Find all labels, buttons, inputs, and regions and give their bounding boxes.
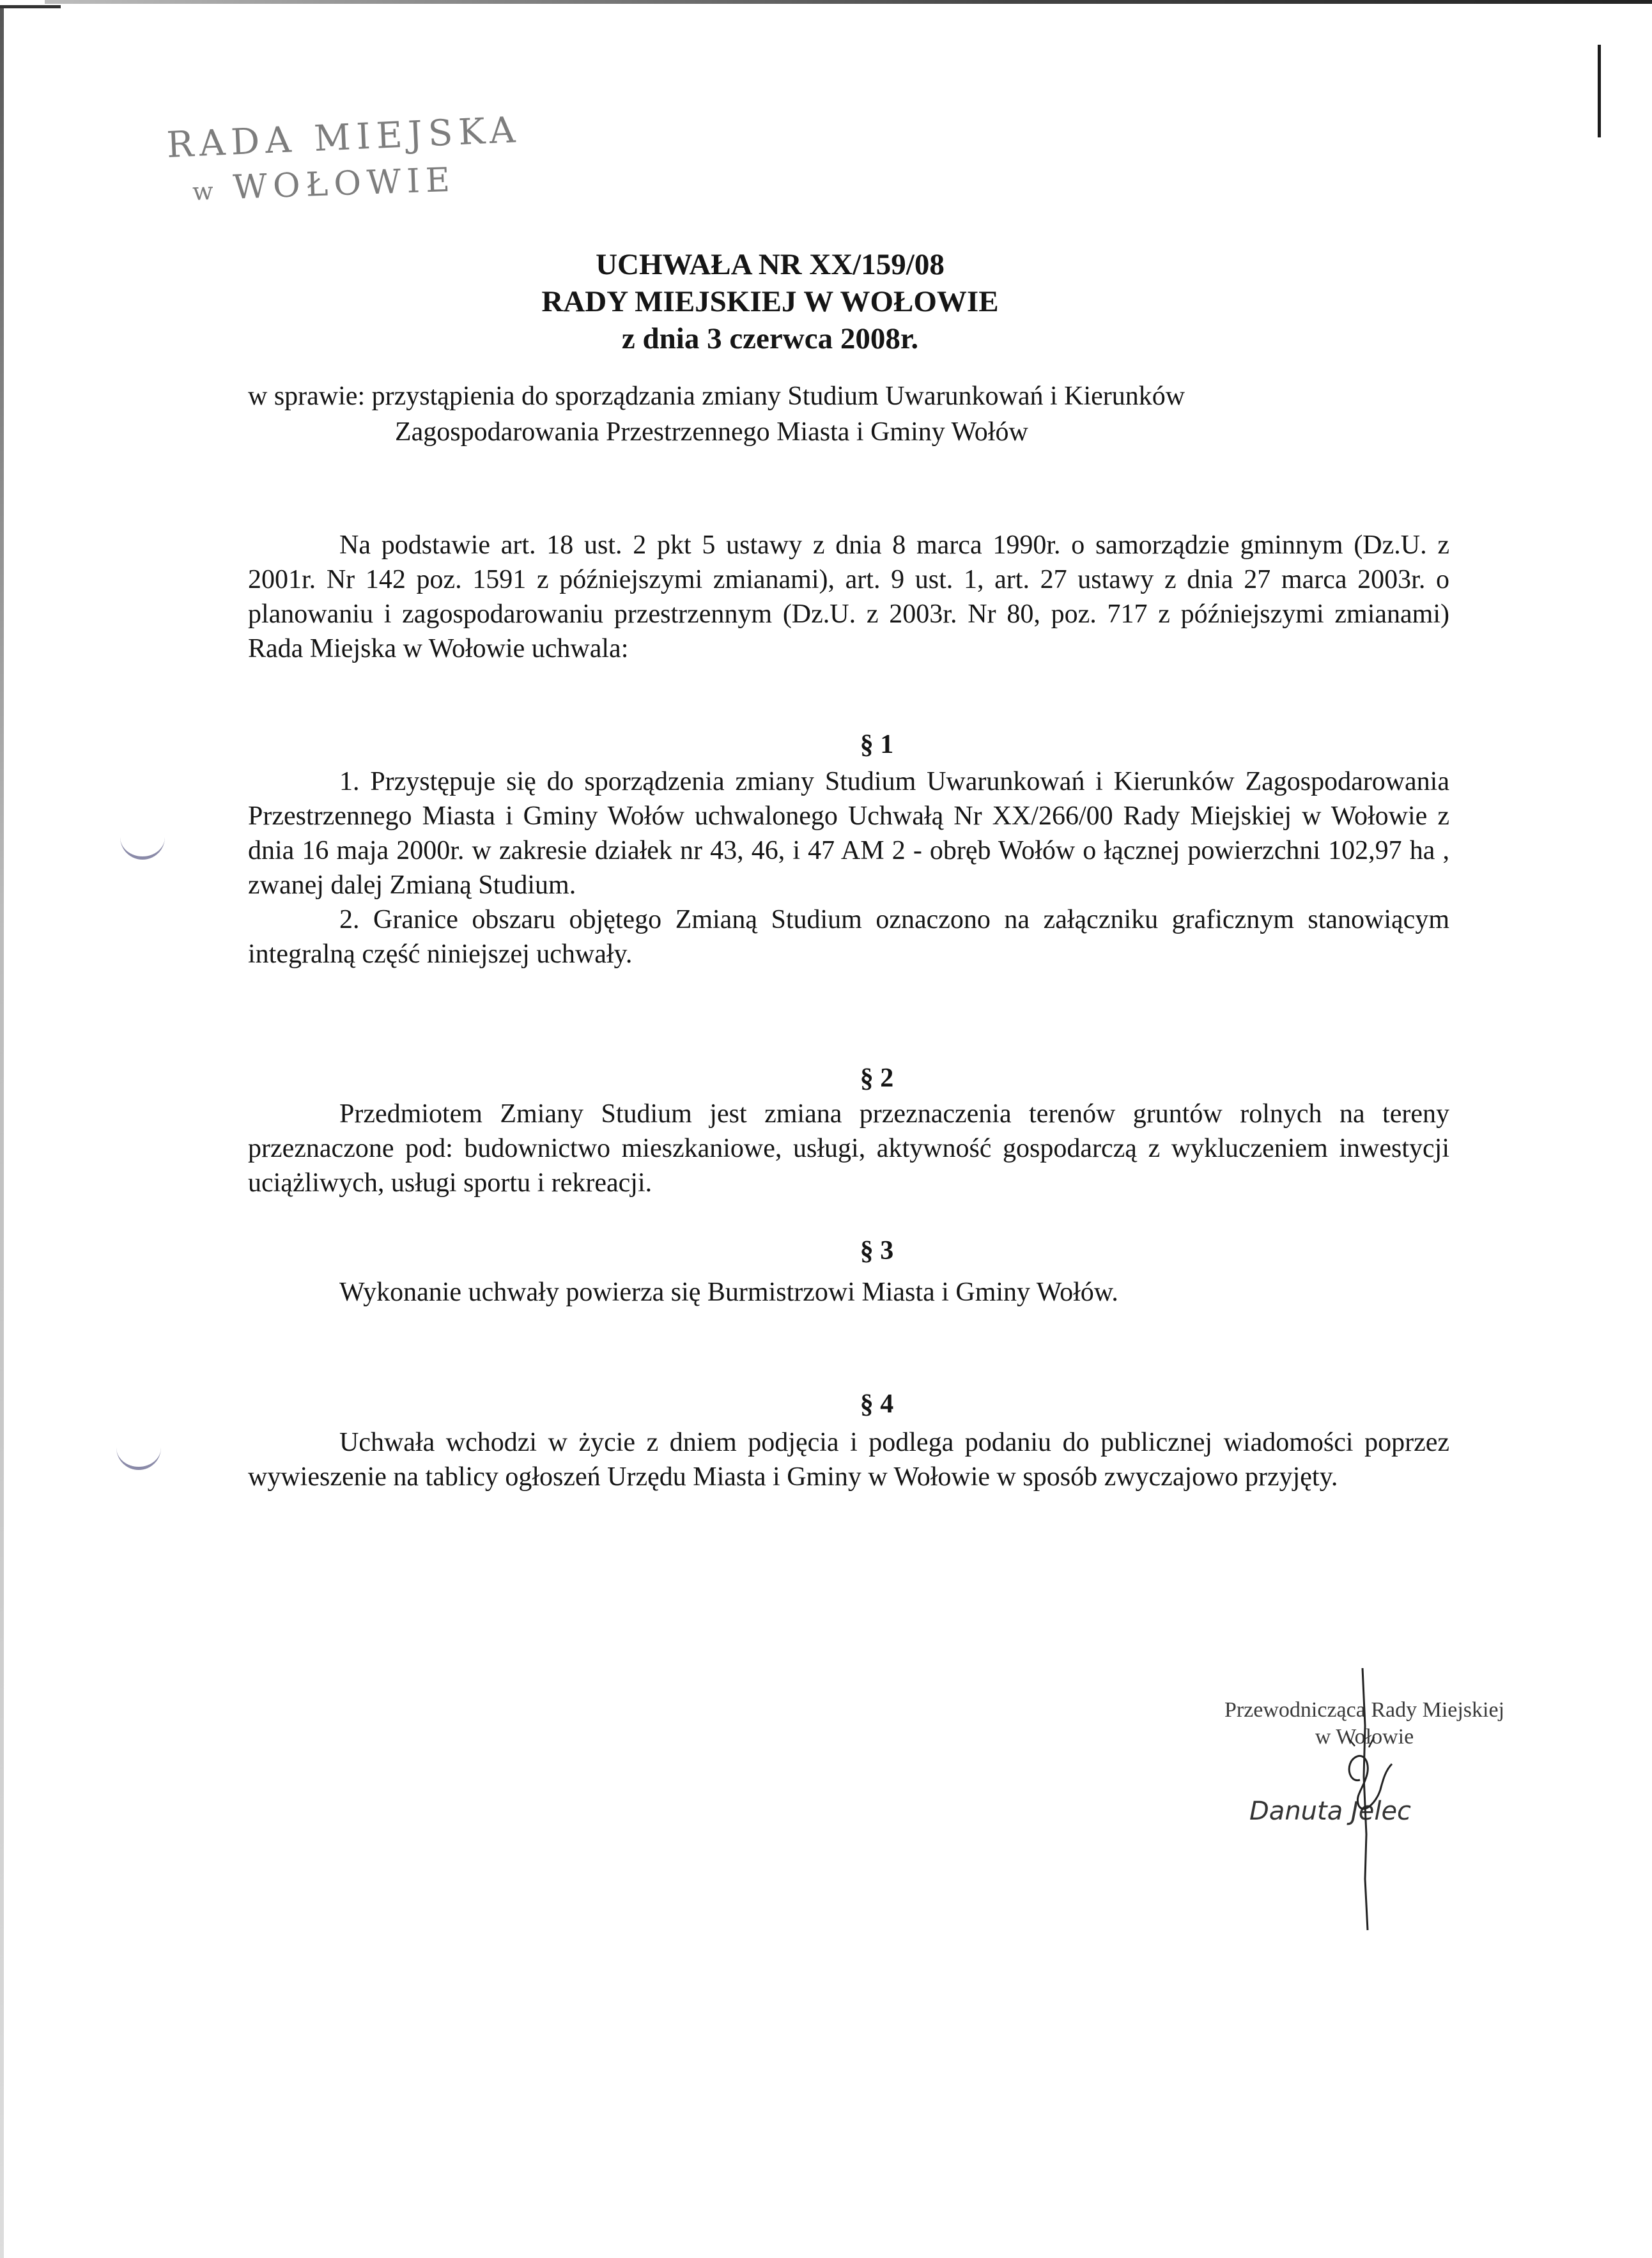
- stamp-line-1: RADA MIEJSKA: [166, 109, 522, 166]
- resolution-heading: [409, 246, 1131, 357]
- signature-title-line-1: Przewodnicząca Rady Miejskiej: [1224, 1698, 1505, 1722]
- handwritten-signature: [1310, 1668, 1438, 1937]
- stamp-prefix: w: [192, 176, 220, 206]
- council-stamp: [166, 109, 522, 207]
- stamp-line-2: [192, 161, 521, 206]
- preamble-text: Na podstawie art. 18 ust. 2 pkt 5 ustawy z dnia 8 marca 1990r. o samorządzie gminnym (Dz.U. z 2001r. Nr 142 poz. 1591 z późniejszymi zmianami), art. 9 ust. 1, art. 27 ustawy z dnia 27 marca 2003r. o planowaniu i zagospodarowaniu przestrzennym (Dz.U. z 2003r. Nr 80, poz. 717 z późniejszymi zmianami) Rada Miejska w Wołowie uchwala:: [248, 530, 1449, 663]
- punch-hole-mark: [120, 837, 165, 860]
- section-1-sign: § 1: [860, 730, 894, 759]
- signatory-name: Danuta Jelec: [1249, 1797, 1412, 1826]
- resolution-date: z dnia 3 czerwca 2008r.: [621, 322, 919, 355]
- section-1-paragraph-2: 2. Granice obszaru objętego Zmianą Studium oznaczono na załączniku graficznym stanowiącym integralną część niniejszej uchwały.: [248, 905, 1449, 969]
- punch-hole-mark: [116, 1448, 161, 1470]
- section-3-sign: § 3: [860, 1236, 894, 1265]
- resolution-issuer: RADY MIEJSKIEJ W WOŁOWIE: [541, 285, 999, 318]
- stamp-city: WOŁOWIE: [232, 160, 456, 207]
- section-2-paragraph-1: Przedmiotem Zmiany Studium jest zmiana przeznaczenia terenów gruntów rolnych na tereny przeznaczone pod: budownictwo mieszkaniowe, usługi, aktywność gospodarczą z wykluczeniem inwestycji uciążliwych, usługi sportu i rekreacji.: [248, 1099, 1449, 1198]
- resolution-number: UCHWAŁA NR XX/159/08: [596, 248, 945, 281]
- section-1-paragraph-1: 1. Przystępuje się do sporządzenia zmiany Studium Uwarunkowań i Kierunków Zagospodarowania Przestrzennego Miasta i Gminy Wołów uchwalonego Uchwałą Nr XX/266/00 Rady Miejskiej w Wołowie z dnia 16 maja 2000r. w zakresie działek nr 43, 46, i 47 AM 2 - obręb Wołów o łącznej powierzchni 102,97 ha , zwanej dalej Zmianą Studium.: [248, 767, 1449, 900]
- resolution-subject: [248, 378, 1462, 450]
- scan-edge-top: [45, 0, 1652, 4]
- section-1-body: [248, 764, 1449, 971]
- section-4-paragraph-1: Uchwała wchodzi w życie z dniem podjęcia i podlega podaniu do publicznej wiadomości poprzez wywieszenie na tablicy ogłoszeń Urzędu Miasta i Gminy w Wołowie w sposób zwyczajowo przyjęty.: [248, 1428, 1449, 1492]
- subject-line-1: w sprawie: przystąpienia do sporządzania zmiany Studium Uwarunkowań i Kierunków: [248, 382, 1185, 411]
- subject-line-2: Zagospodarowania Przestrzennego Miasta i Gminy Wołów: [395, 417, 1028, 447]
- section-4-sign: § 4: [860, 1389, 894, 1419]
- section-3-body: [248, 1275, 1449, 1310]
- preamble: [248, 528, 1449, 666]
- section-4-body: [248, 1425, 1449, 1494]
- section-2-sign: § 2: [860, 1063, 894, 1093]
- section-2-body: [248, 1097, 1449, 1200]
- section-3-paragraph-1: Wykonanie uchwały powierza się Burmistrzowi Miasta i Gminy Wołów.: [339, 1278, 1118, 1307]
- scan-margin-mark: [1598, 45, 1601, 137]
- signature-title-line-2: w Wołowie: [1315, 1725, 1414, 1749]
- scan-edge-left: [0, 6, 4, 2258]
- scan-corner-mark: [0, 5, 61, 8]
